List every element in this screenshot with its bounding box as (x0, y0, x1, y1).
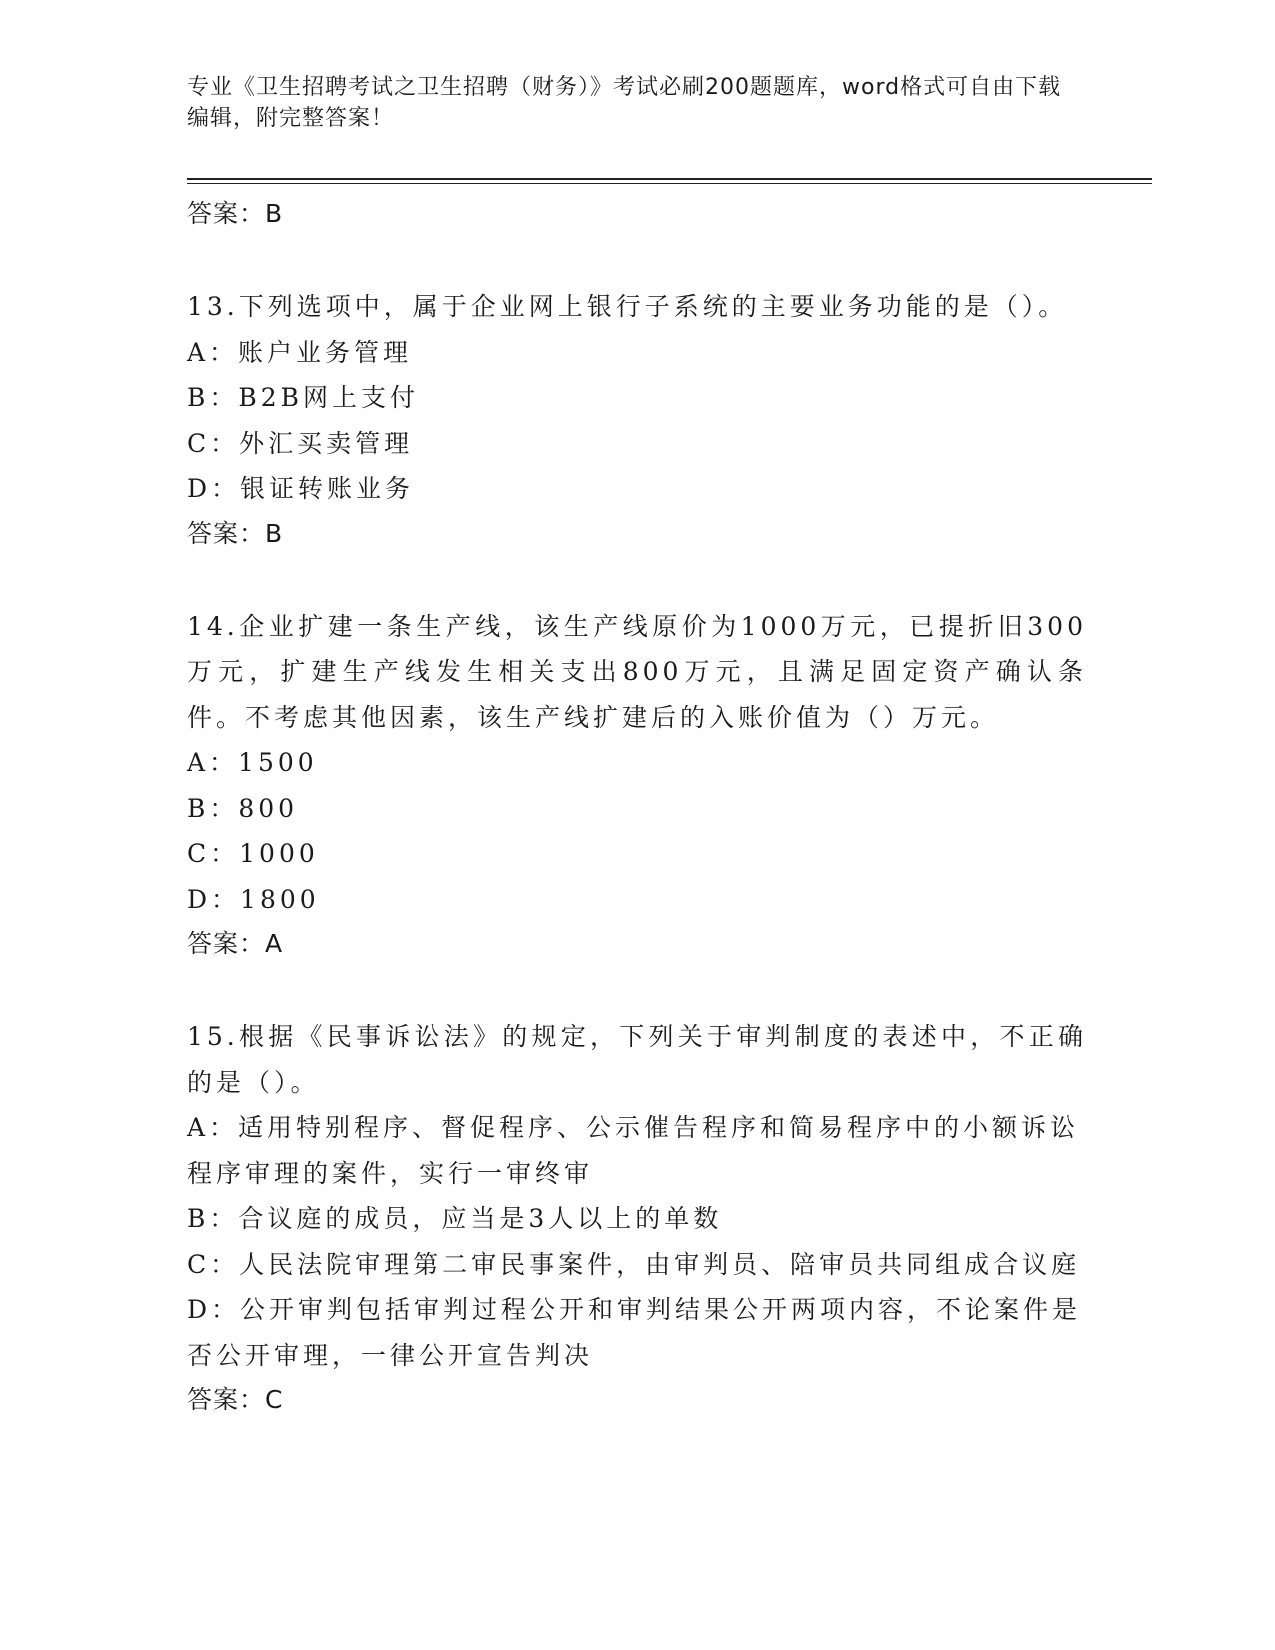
option-d: D：1800 (187, 884, 320, 914)
option-d: D：银证转账业务 (187, 474, 415, 503)
question-list (187, 192, 1087, 1422)
option-c: C：1000 (187, 839, 319, 868)
header-divider (187, 178, 1152, 180)
header-divider-thin (187, 183, 1152, 184)
previous-answer: 答案：B (187, 199, 284, 228)
answer: 答案：B (187, 518, 284, 548)
answer: 答案：A (187, 929, 284, 958)
document-header: 专业《卫生招聘考试之卫生招聘（财务）》考试必刷200题题库，word格式可自由下载编辑，附完整答案！ (187, 75, 1062, 131)
option-b: B：800 (187, 793, 299, 823)
option-b: B：合议庭的成员，应当是3人以上的单数 (187, 1204, 723, 1233)
question-text: 15.根据《民事诉讼法》的规定，下列关于审判制度的表述中，不正确的是（）。 (187, 1022, 1087, 1097)
question-15 (187, 1014, 1087, 1422)
question-text: 13.下列选项中，属于企业网上银行子系统的主要业务功能的是（）。 (187, 292, 1068, 321)
option-c: C：人民法院审理第二审民事案件，由审判员、陪审员共同组成合议庭 (187, 1249, 1081, 1279)
question-14 (187, 604, 1087, 967)
option-c: C：外汇买卖管理 (187, 428, 414, 458)
option-d: D：公开审判包括审判过程公开和审判结果公开两项内容，不论案件是否公开审理，一律公开宣告判决 (187, 1295, 1082, 1370)
question-text: 14.企业扩建一条生产线，该生产线原价为1000万元，已提折旧300万元，扩建生产线发生相关支出800万元，且满足固定资产确认条件。不考虑其他因素，该生产线扩建后的入账价值为（）万元。 (187, 611, 1087, 732)
question-13 (187, 284, 1087, 556)
option-a: A：1500 (187, 748, 318, 777)
option-a: A：账户业务管理 (187, 337, 413, 367)
option-a: A：适用特别程序、督促程序、公示催告程序和简易程序中的小额诉讼程序审理的案件，实行一审终审 (187, 1113, 1080, 1188)
option-b: B：B2B网上支付 (187, 383, 420, 412)
answer: 答案：C (187, 1385, 284, 1414)
